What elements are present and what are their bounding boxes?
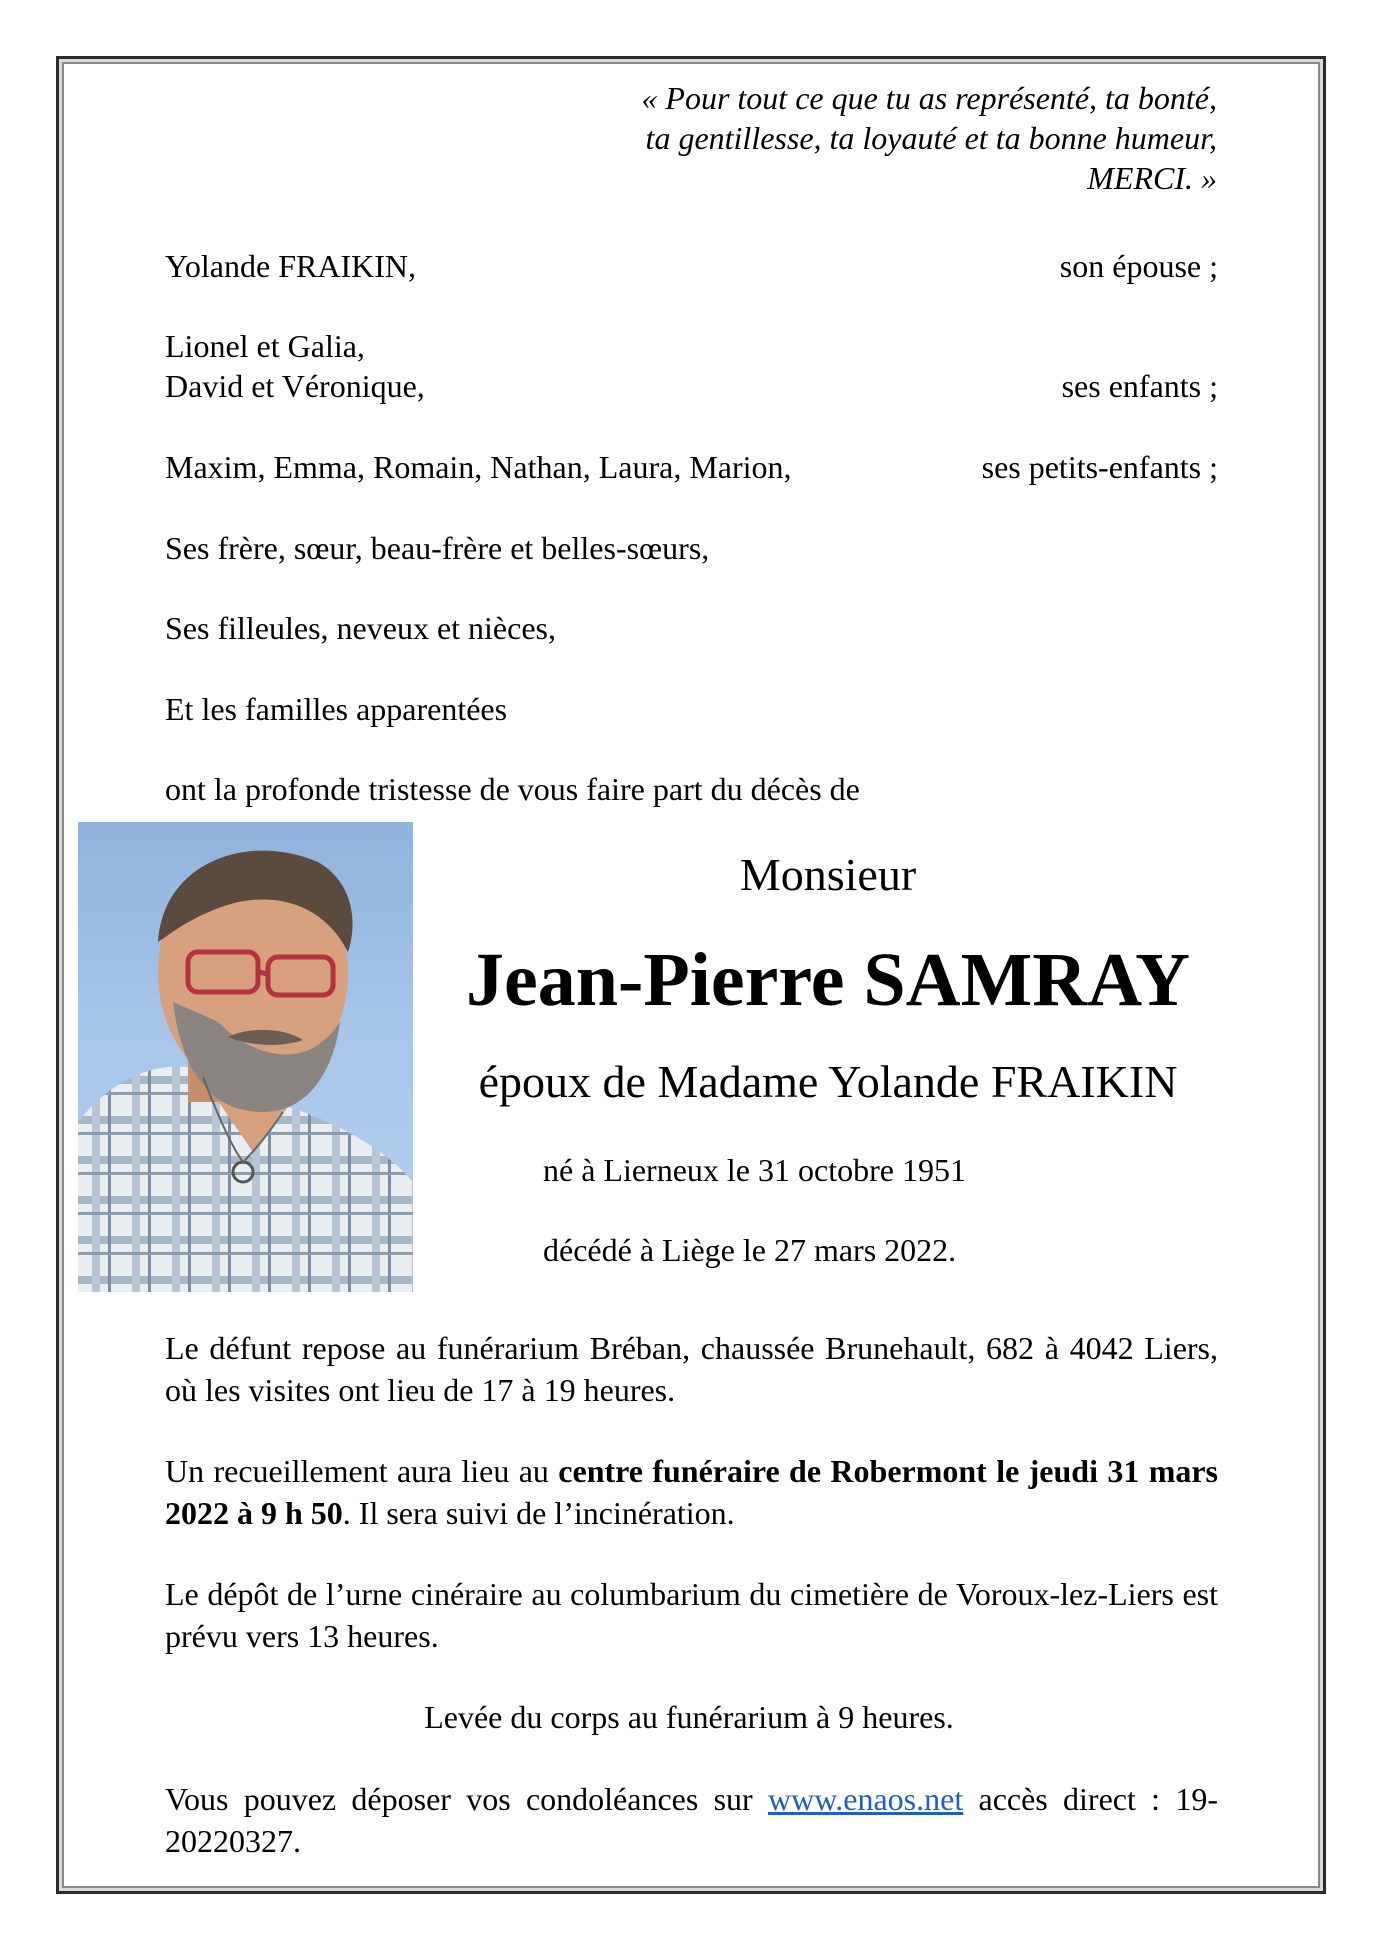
deceased-name: Jean-Pierre SAMRAY: [466, 938, 1190, 1022]
spouse-name: Yolande FRAIKIN,: [165, 248, 416, 284]
godchildren-line: Ses filleules, neveux et nièces,: [165, 610, 556, 646]
ceremony-text-suffix: . Il sera suivi de l’incinération.: [342, 1495, 735, 1531]
condolences-text-suffix: accès direct : 19-20220327.: [165, 1781, 1219, 1859]
announcement-line: ont la profonde tristesse de vous faire part du décès de: [165, 771, 860, 807]
siblings-line: Ses frère, sœur, beau-frère et belles-sœurs,: [165, 530, 710, 566]
condolences-paragraph: [165, 1778, 1218, 1862]
children-line-2: David et Véronique,: [165, 368, 425, 404]
repose-paragraph: Le défunt repose au funérarium Bréban, chaussée Brunehault, 682 à 4042 Liers, où les visites ont lieu de 17 à 19 heures.: [165, 1330, 1218, 1408]
deceased-title: Monsieur: [739, 849, 917, 900]
ceremony-paragraph: [165, 1450, 1218, 1534]
spouse-role: son épouse ;: [1059, 248, 1218, 284]
condolences-link[interactable]: www.enaos.net: [768, 1781, 964, 1817]
quote-line-2: ta gentillesse, ta loyauté et ta bonne humeur,: [645, 120, 1217, 156]
portrait-illustration: [78, 822, 413, 1292]
ceremony-text-bold: centre funéraire de Robermont le jeudi 31 mars 2022 à 9 h 50: [165, 1453, 1219, 1531]
relatives-line: Et les familles apparentées: [165, 691, 508, 727]
children-line-1: Lionel et Galia,: [165, 328, 365, 364]
levee-line: Levée du corps au funérarium à 9 heures.: [424, 1699, 954, 1735]
death-info: décédé à Liège le 27 mars 2022.: [543, 1232, 957, 1268]
ceremony-text-prefix: Un recueillement aura lieu au: [165, 1453, 559, 1489]
urn-paragraph: Le dépôt de l’urne cinéraire au columbarium du cimetière de Voroux-lez-Liers est prévu vers 13 heures.: [165, 1576, 1218, 1654]
quote-line-1: « Pour tout ce que tu as représenté, ta bonté,: [641, 80, 1217, 116]
children-role: ses enfants ;: [1061, 368, 1218, 404]
quote-line-3: MERCI. »: [1087, 160, 1217, 196]
epigraph-quote: [641, 78, 1217, 198]
grandchildren-role: ses petits-enfants ;: [981, 449, 1218, 485]
condolences-text-prefix: Vous pouvez déposer vos condoléances sur: [165, 1781, 768, 1817]
deceased-portrait-photo: [78, 822, 413, 1292]
birth-info: né à Lierneux le 31 octobre 1951: [543, 1152, 966, 1188]
deceased-spouse-of: époux de Madame Yolande FRAIKIN: [478, 1056, 1178, 1107]
grandchildren-names: Maxim, Emma, Romain, Nathan, Laura, Marion,: [165, 449, 792, 485]
